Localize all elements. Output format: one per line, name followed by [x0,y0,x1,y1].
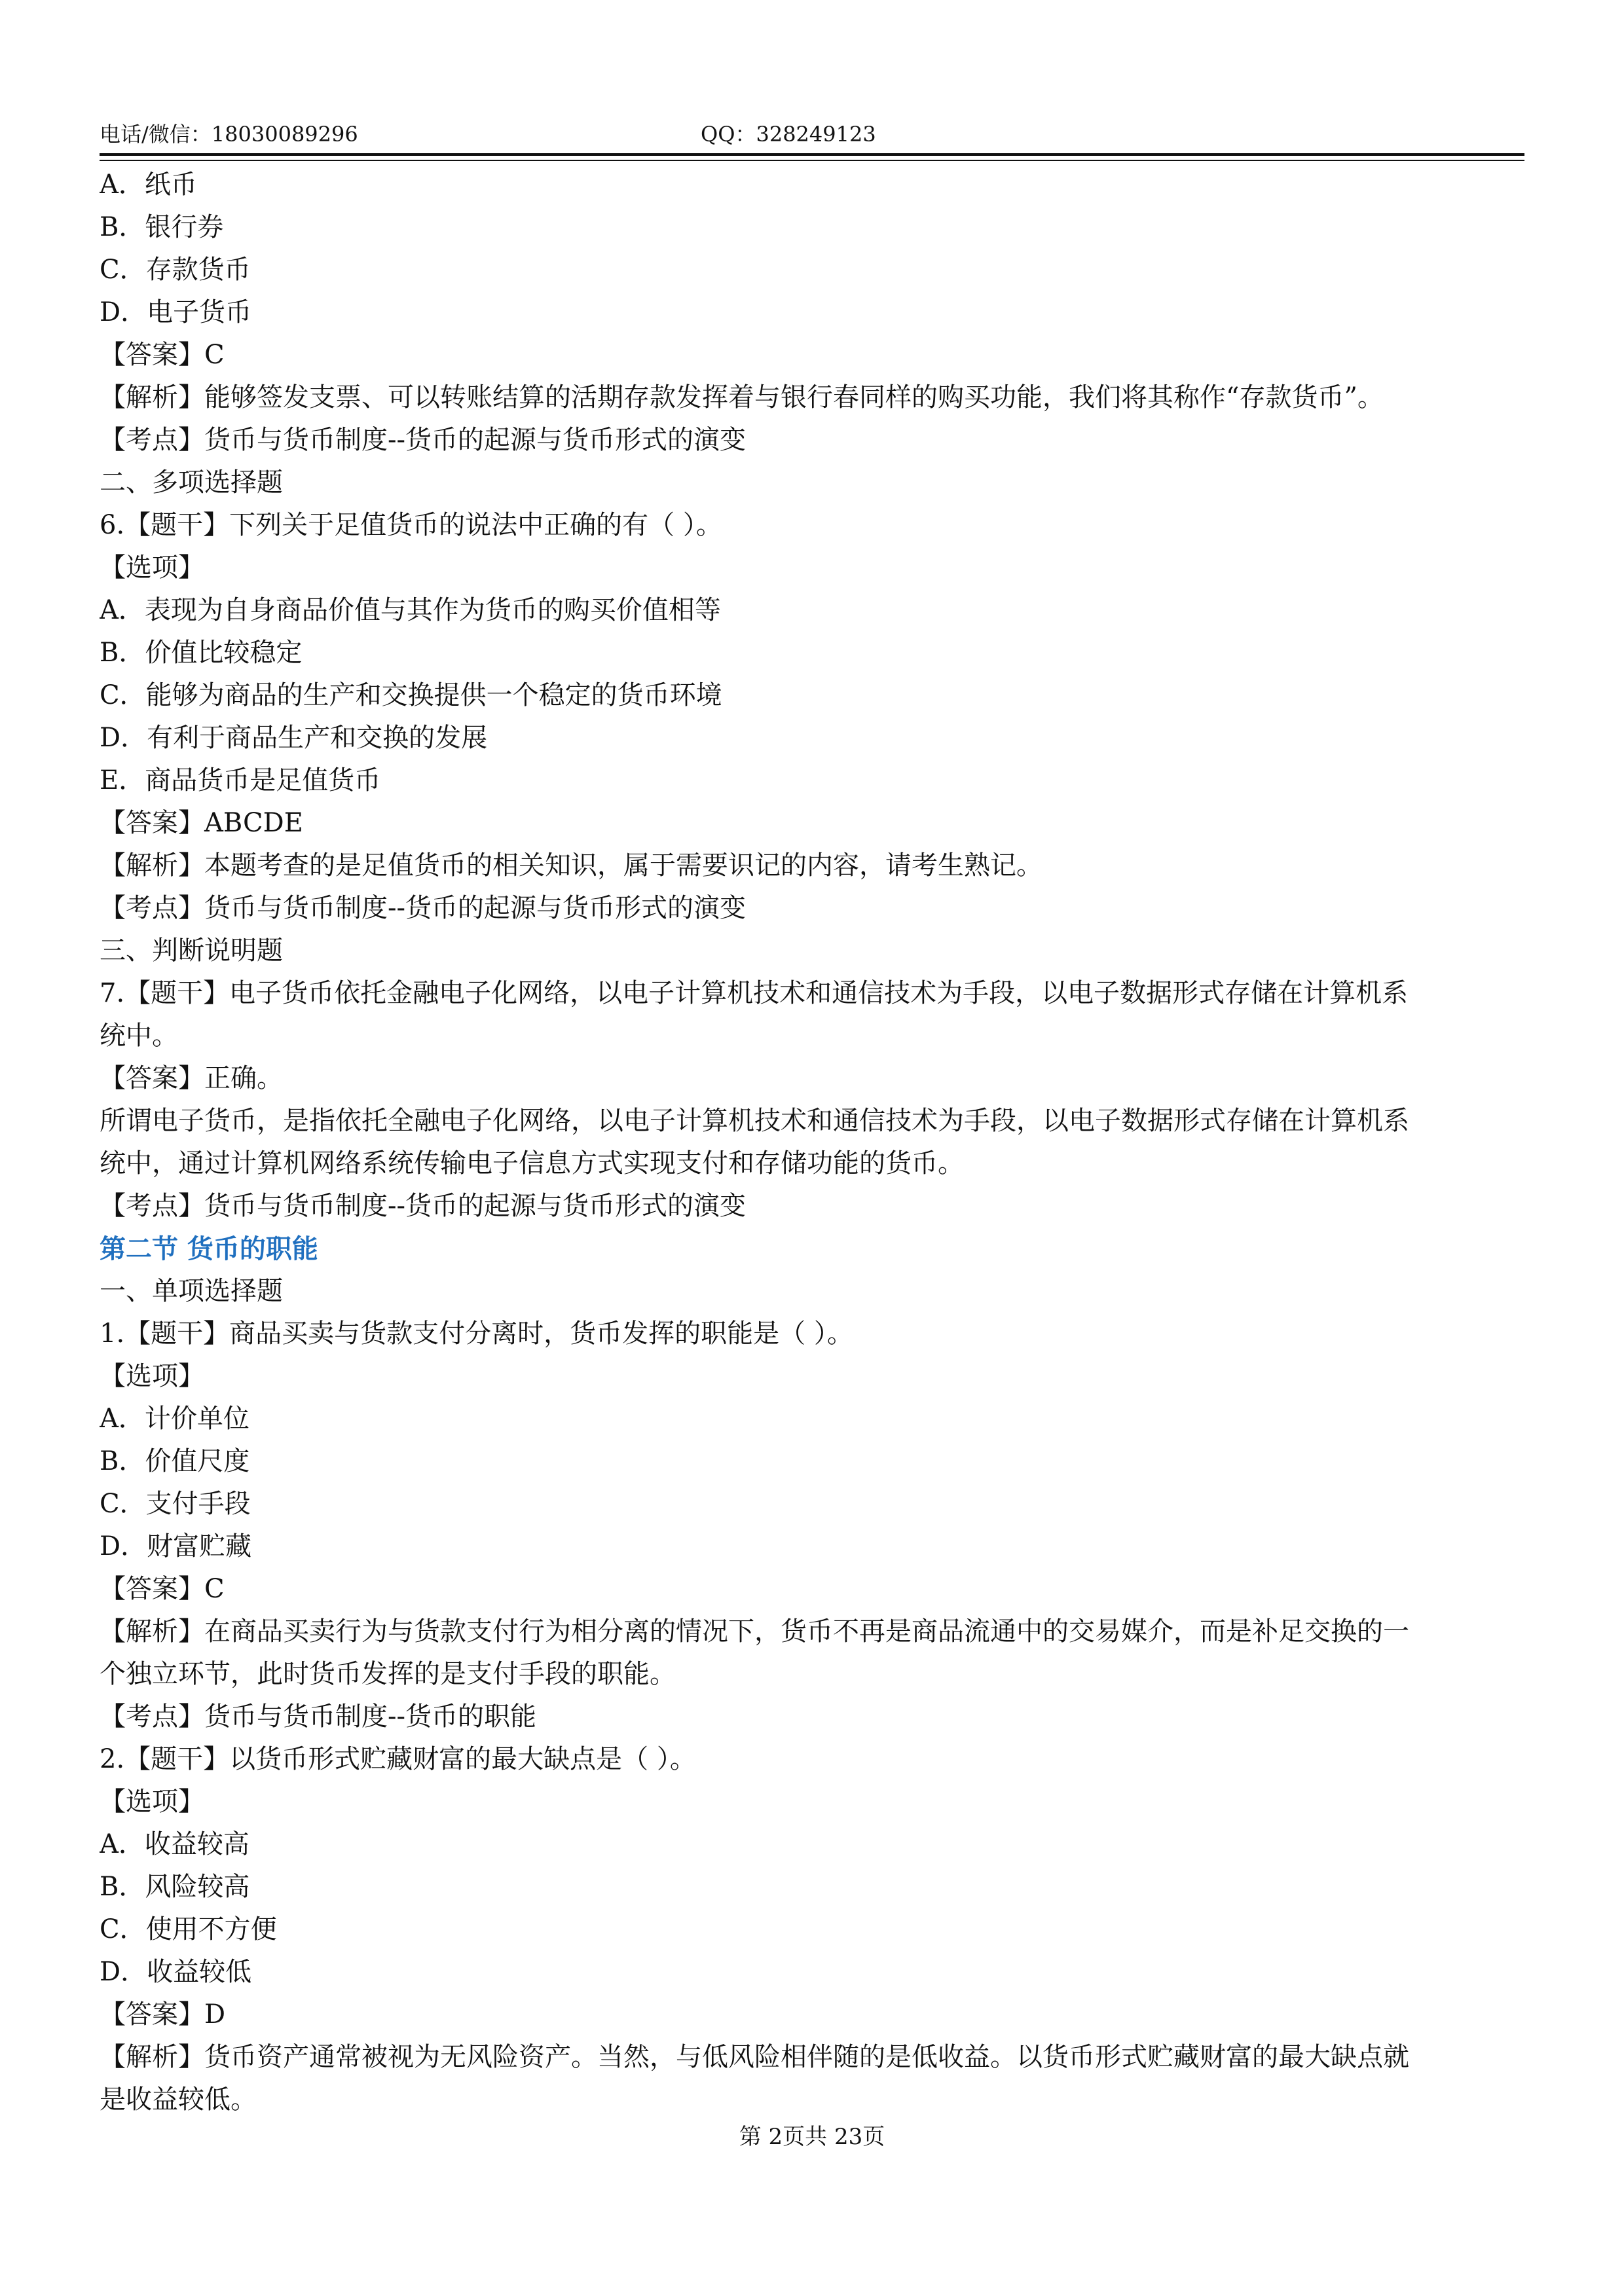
document-body [100,164,1524,2121]
text-line: B．价值尺度 [100,1446,250,1476]
text-line: B．银行券 [100,212,224,242]
text-line: D．财富贮藏 [100,1531,252,1561]
text-line: 个独立环节，此时货币发挥的是支付手段的职能。 [100,1659,676,1689]
text-line: 【答案】ABCDE [100,808,303,838]
text-line: A．计价单位 [100,1404,249,1434]
text-line: 【答案】D [100,1999,226,2030]
text-line: B．风险较高 [100,1872,250,1902]
text-line: A．纸币 [100,170,197,200]
text-line: 是收益较低。 [100,2085,257,2115]
text-line: C．使用不方便 [100,1914,277,1944]
header-phone: 电话/微信：18030089296 [100,122,358,147]
text-line: D．电子货币 [100,297,252,327]
text-line: 7.【题干】电子货币依托金融电子化网络，以电子计算机技术和通信技术为手段，以电子数据形式存储在计算机系 [100,978,1409,1008]
text-line: C．支付手段 [100,1489,251,1519]
text-line: 【解析】货币资产通常被视为无风险资产。当然，与低风险相伴随的是低收益。以货币形式贮藏财富的最大缺点就 [100,2042,1409,2072]
text-line: D．有利于商品生产和交换的发展 [100,723,488,753]
text-line: A．收益较高 [100,1829,249,1859]
text-line: 三、判断说明题 [100,936,283,966]
text-line: 【解析】在商品买卖行为与货款支付行为相分离的情况下，货币不再是商品流通中的交易媒介，而是补足交换的一 [100,1616,1409,1647]
text-line: 统中，通过计算机网络系统传输电子信息方式实现支付和存储功能的货币。 [100,1148,964,1178]
text-line: 【选项】 [100,553,204,583]
page-number: 第 2页共 23页 [739,2124,885,2150]
text-line: C．存款货币 [100,255,251,285]
text-line: 【答案】C [100,340,225,370]
text-line: 1.【题干】商品买卖与货款支付分离时，货币发挥的职能是（ ）。 [100,1319,853,1349]
text-line: 【解析】能够签发支票、可以转账结算的活期存款发挥着与银行春同样的购买功能，我们将其称作“存款货币”。 [100,382,1384,412]
text-line: 6.【题干】下列关于足值货币的说法中正确的有（ ）。 [100,510,722,540]
text-line: 【选项】 [100,1787,204,1817]
text-line: A．表现为自身商品价值与其作为货币的购买价值相等 [100,595,721,625]
text-line: 【选项】 [100,1361,204,1391]
text-line: B．价值比较稳定 [100,638,303,668]
text-line: 【答案】C [100,1574,225,1604]
text-line: 【考点】货币与货币制度--货币的起源与货币形式的演变 [100,1191,747,1221]
text-line: 【答案】正确。 [100,1063,283,1093]
text-line: 【解析】本题考查的是足值货币的相关知识，属于需要识记的内容，请考生熟记。 [100,850,1043,881]
text-line: 统中。 [100,1021,178,1051]
text-line: 二、多项选择题 [100,467,283,498]
section-heading: 第二节 货币的职能 [100,1233,318,1264]
text-line: D．收益较低 [100,1957,252,1987]
text-line: E．商品货币是足值货币 [100,765,381,795]
text-line: 2.【题干】以货币形式贮藏财富的最大缺点是（ ）。 [100,1744,696,1774]
text-line: 【考点】货币与货币制度--货币的起源与货币形式的演变 [100,425,747,455]
header-rule-thick [100,153,1524,156]
text-line: C．能够为商品的生产和交换提供一个稳定的货币环境 [100,680,722,710]
text-line: 一、单项选择题 [100,1276,283,1306]
header-rule-thin [100,160,1524,161]
header-qq: QQ：328249123 [701,122,876,147]
page-header [100,118,1524,149]
text-line: 【考点】货币与货币制度--货币的起源与货币形式的演变 [100,893,747,923]
text-line: 所谓电子货币，是指依托全融电子化网络，以电子计算机技术和通信技术为手段，以电子数据形式存储在计算机系 [100,1106,1409,1136]
text-line: 【考点】货币与货币制度--货币的职能 [100,1702,537,1732]
